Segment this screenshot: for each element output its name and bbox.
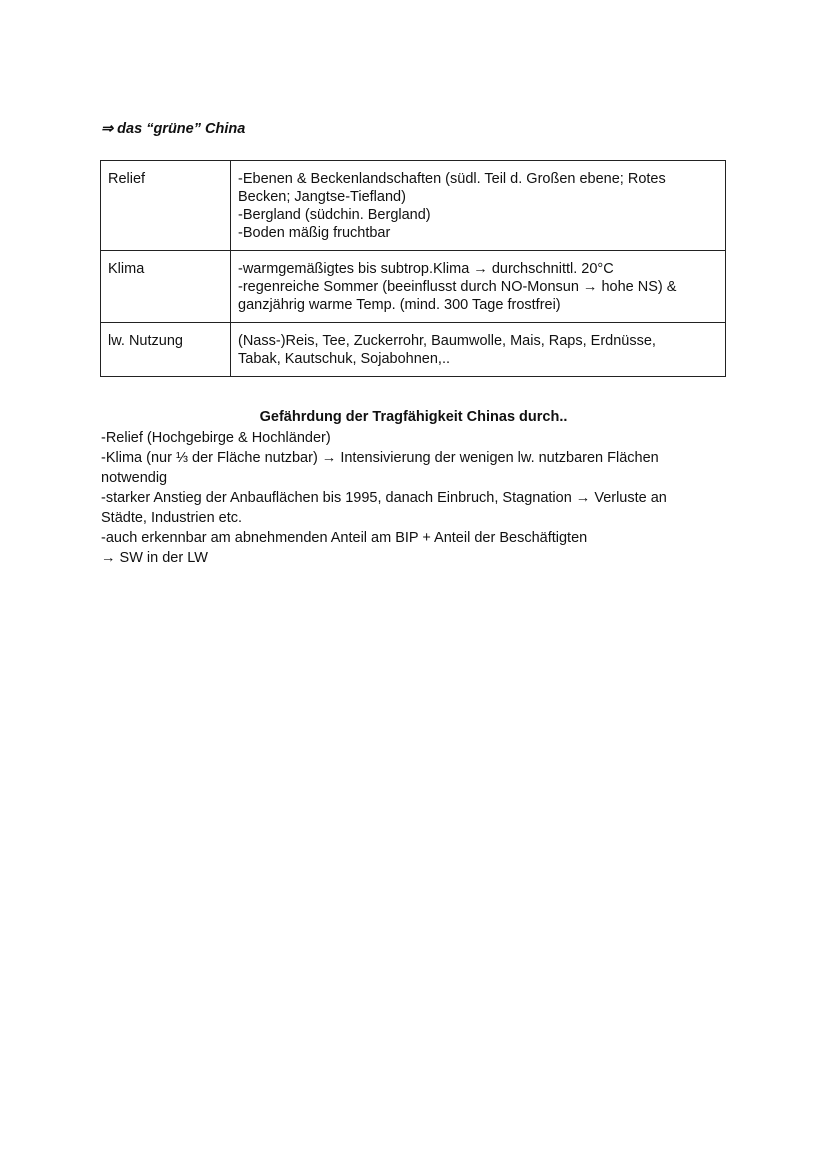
section-line: -Relief (Hochgebirge & Hochländer) — [101, 430, 331, 446]
table-row-klima — [101, 251, 726, 323]
row-line: Becken; Jangtse-Tiefland) — [238, 189, 406, 205]
section-line: -auch erkennbar am abnehmenden Anteil am BIP + Anteil der Beschäftigten — [101, 530, 588, 546]
risk-section — [101, 407, 726, 568]
section-line: → SW in der LW — [101, 550, 208, 566]
table-row-relief — [101, 161, 726, 251]
section-line: -Klima (nur ⅓ der Fläche nutzbar) → Intensivierung der wenigen lw. nutzbaren Flächen — [101, 450, 659, 466]
row-line: -regenreiche Sommer (beeinflusst durch NO-Monsun → hohe NS) & — [238, 279, 677, 295]
section-line: -starker Anstieg der Anbauflächen bis 1995, danach Einbruch, Stagnation → Verluste an — [101, 490, 667, 506]
info-table — [100, 160, 726, 377]
row-content — [231, 161, 726, 251]
row-content — [231, 251, 726, 323]
row-line: (Nass-)Reis, Tee, Zuckerrohr, Baumwolle, Mais, Raps, Erdnüsse, — [238, 333, 656, 349]
row-line: ganzjährig warme Temp. (mind. 300 Tage frostfrei) — [238, 297, 561, 313]
row-line: -Bergland (südchin. Bergland) — [238, 207, 431, 223]
row-label: Relief — [101, 161, 231, 251]
row-line: -Boden mäßig fruchtbar — [238, 225, 391, 241]
row-line: Tabak, Kautschuk, Sojabohnen,.. — [238, 351, 451, 367]
row-label: Klima — [101, 251, 231, 323]
section-line: Städte, Industrien etc. — [101, 510, 243, 526]
section-title: Gefährdung der Tragfähigkeit Chinas durch.. — [259, 409, 568, 425]
row-label: lw. Nutzung — [101, 323, 231, 377]
row-line: -warmgemäßigtes bis subtrop.Klima → durchschnittl. 20°C — [238, 261, 614, 277]
page-heading: ⇒ das “grüne” China — [101, 121, 246, 137]
table-row-nutzung — [101, 323, 726, 377]
row-line: -Ebenen & Beckenlandschaften (südl. Teil d. Großen ebene; Rotes — [238, 171, 666, 187]
row-content — [231, 323, 726, 377]
section-line: notwendig — [101, 470, 168, 486]
